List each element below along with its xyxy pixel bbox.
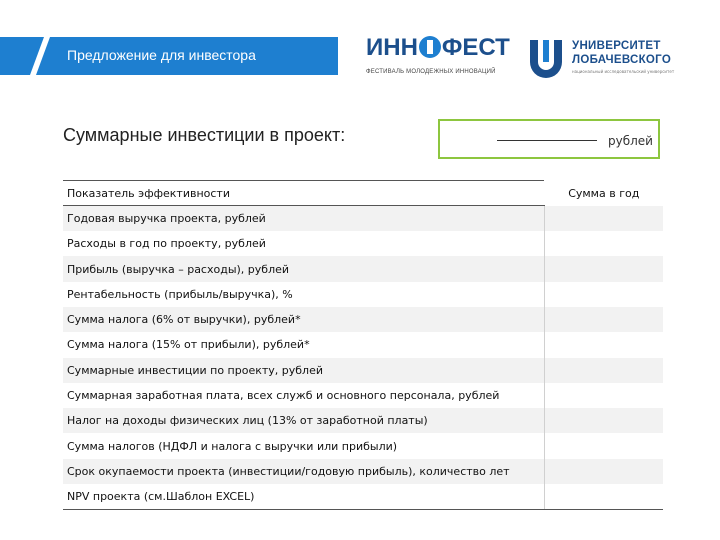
indicator-cell: Годовая выручка проекта, рублей [63, 206, 544, 231]
table-row [63, 433, 663, 458]
indicator-cell: Суммарная заработная плата, всех служб и основного персонала, рублей [63, 383, 544, 408]
table-row [63, 484, 663, 509]
table-row [63, 231, 663, 256]
indicator-cell: Суммарные инвестиции по проекту, рублей [63, 358, 544, 383]
sum-cell[interactable] [544, 282, 663, 307]
sum-cell[interactable] [544, 206, 663, 231]
unn-logo-line2: ЛОБАЧЕВСКОГО [572, 54, 672, 66]
total-investment-unit: рублей [608, 134, 653, 148]
innofest-tagline: ФЕСТИВАЛЬ МОЛОДЕЖНЫХ ИННОВАЦИЙ [366, 69, 496, 75]
indicator-cell: Сумма налога (6% от выручки), рублей* [63, 307, 544, 332]
table-row [63, 358, 663, 383]
unn-emblem-icon [528, 38, 564, 78]
indicator-cell: Налог на доходы физических лиц (13% от заработной платы) [63, 408, 544, 433]
total-investment-blank[interactable] [497, 140, 597, 141]
table-header-row [63, 181, 663, 206]
sum-cell[interactable] [544, 433, 663, 458]
total-investment-label: Суммарные инвестиции в проект: [63, 125, 346, 145]
indicator-cell: Расходы в год по проекту, рублей [63, 231, 544, 256]
sum-cell[interactable] [544, 459, 663, 484]
innofest-logo [366, 34, 516, 82]
indicator-header: Показатель эффективности [63, 181, 544, 206]
sum-cell[interactable] [544, 358, 663, 383]
table-row [63, 459, 663, 484]
table-row [63, 282, 663, 307]
indicator-cell: Рентабельность (прибыль/выручка), % [63, 282, 544, 307]
table-row [63, 408, 663, 433]
unn-logo-line3: национальный исследовательский университет [572, 69, 675, 74]
table-row [63, 307, 663, 332]
sum-cell[interactable] [544, 307, 663, 332]
indicator-cell: Сумма налога (15% от прибыли), рублей* [63, 332, 544, 357]
sum-cell[interactable] [544, 256, 663, 281]
sum-cell[interactable] [544, 408, 663, 433]
table-row [63, 256, 663, 281]
sum-cell[interactable] [544, 383, 663, 408]
indicator-cell: Прибыль (выручка – расходы), рублей [63, 256, 544, 281]
innofest-logo-left: ИНН [366, 34, 418, 61]
efficiency-table [63, 180, 663, 510]
innofest-circle-icon [419, 36, 441, 58]
table-row [63, 383, 663, 408]
table-row [63, 332, 663, 357]
indicator-cell: Сумма налогов (НДФЛ и налога с выручки или прибыли) [63, 433, 544, 458]
unn-logo-line1: УНИВЕРСИТЕТ [572, 40, 661, 52]
table-row [63, 206, 663, 231]
sum-cell[interactable] [544, 332, 663, 357]
sum-cell[interactable] [544, 231, 663, 256]
innofest-logo-right: ФЕСТ [441, 34, 510, 61]
sum-cell[interactable] [544, 484, 663, 509]
sum-header: Сумма в год [568, 186, 640, 200]
indicator-cell: Срок окупаемости проекта (инвестиции/годовую прибыль), количество лет [63, 459, 544, 484]
unn-logo [528, 38, 678, 82]
indicator-cell: NPV проекта (см.Шаблон EXCEL) [63, 484, 544, 509]
banner-title: Предложение для инвестора [67, 47, 256, 63]
